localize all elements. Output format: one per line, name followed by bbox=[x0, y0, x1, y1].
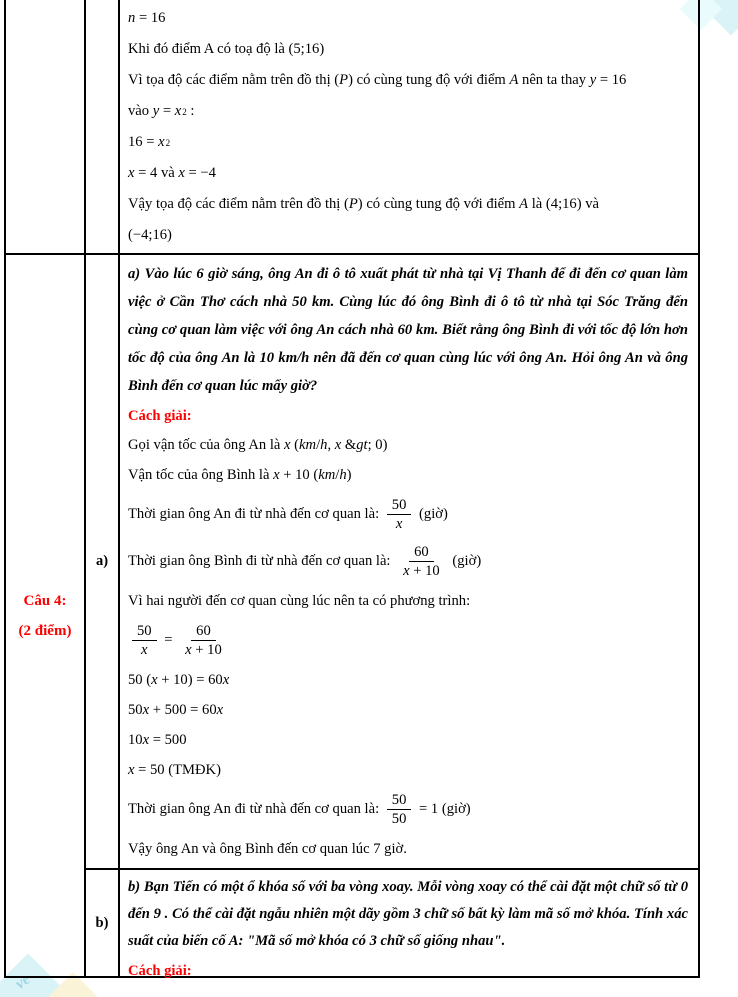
text-segment: có cùng tung độ với điểm bbox=[352, 72, 510, 88]
math-segment: 10x = 500 bbox=[128, 731, 187, 748]
solution-line bbox=[128, 695, 688, 725]
solution-line bbox=[128, 492, 688, 537]
math-segment: (P) bbox=[334, 72, 353, 88]
solution-line bbox=[128, 834, 688, 864]
math-segment: x = −4 bbox=[178, 165, 216, 181]
math-segment: x = 50 bbox=[128, 761, 165, 778]
question-points: (2 điểm) bbox=[18, 622, 72, 639]
fraction-denominator: x + 10 bbox=[403, 563, 440, 579]
text-segment: Vì tọa độ các điểm nằm trên đồ thị bbox=[128, 72, 335, 88]
solution-line bbox=[128, 618, 688, 663]
text-segment: (TMĐK) bbox=[164, 761, 221, 778]
solution-line bbox=[128, 586, 688, 616]
previous-answer-row bbox=[6, 0, 698, 253]
part-b-label-cell bbox=[86, 870, 120, 976]
part-a-method-heading: Cách giải: bbox=[128, 407, 192, 424]
fraction-denominator: x bbox=[141, 642, 148, 658]
text-segment: = 1 (giờ) bbox=[415, 801, 471, 817]
part-b-method-heading: Cách giải: bbox=[128, 962, 192, 979]
solution-line bbox=[128, 787, 688, 832]
part-b-label: b) bbox=[95, 914, 109, 931]
math-segment: n = 16 bbox=[128, 10, 166, 26]
part-a-label: a) bbox=[95, 553, 109, 569]
solution-line bbox=[128, 460, 688, 490]
watermark-text: ve bbox=[12, 970, 34, 993]
fraction-numerator: 60 bbox=[191, 622, 216, 641]
part-a-label-cell bbox=[86, 255, 120, 868]
text-segment: (giờ) bbox=[448, 553, 482, 569]
text-segment: Thời gian ông Bình đi từ nhà đến cơ quan là: bbox=[128, 553, 395, 569]
math-segment: (P) bbox=[344, 196, 363, 212]
math-segment: x (km/h, x &gt; 0) bbox=[284, 436, 388, 453]
solution-line bbox=[128, 725, 688, 755]
fraction-denominator: x bbox=[395, 516, 403, 532]
text-segment: vào bbox=[128, 103, 153, 119]
question-4-parts bbox=[86, 255, 698, 979]
fraction-numerator: 60 bbox=[409, 543, 434, 562]
text-segment: Khi đó điểm A có toạ độ là (5;16) bbox=[128, 41, 325, 57]
text-segment: = bbox=[160, 632, 177, 648]
math-segment: 50 (x + 10) = 60x bbox=[128, 671, 230, 688]
fraction bbox=[180, 622, 227, 659]
previous-row-part-cell bbox=[86, 0, 120, 253]
question-label-cell bbox=[6, 255, 86, 976]
math-segment: x + 10 (km/h) bbox=[273, 466, 352, 483]
solution-line bbox=[128, 220, 688, 251]
solution-line: vào y = x 2 : bbox=[128, 103, 195, 119]
fraction-numerator: 50 bbox=[387, 496, 412, 515]
math-segment: 50x + 500 = 60x bbox=[128, 701, 224, 718]
text-segment: Gọi vận tốc của ông An là bbox=[128, 436, 285, 453]
text-segment: là (4;16) và bbox=[528, 196, 600, 212]
text-segment: Vậy ông An và ông Bình đến cơ quan lúc 7 giờ. bbox=[128, 840, 407, 857]
text-segment: và bbox=[157, 165, 179, 181]
solution-line bbox=[128, 189, 688, 220]
fraction bbox=[387, 791, 412, 828]
solution-line bbox=[128, 665, 688, 695]
math-segment: A bbox=[509, 72, 519, 88]
solution-line bbox=[128, 755, 688, 785]
text-segment: (−4;16) bbox=[128, 227, 172, 243]
solution-line: 16 = x 2 bbox=[128, 134, 171, 150]
solution-line bbox=[128, 430, 688, 460]
solution-table bbox=[4, 0, 700, 978]
previous-row-question-cell bbox=[6, 0, 86, 253]
math-segment: y = 16 bbox=[589, 72, 627, 88]
text-segment: Vận tốc của ông Bình là bbox=[128, 466, 274, 483]
part-a-row bbox=[86, 255, 698, 868]
text-segment: Vậy tọa độ các điểm nằm trên đồ thị bbox=[128, 196, 344, 212]
fraction bbox=[398, 543, 445, 580]
part-b-row bbox=[86, 868, 698, 979]
previous-row-content-cell bbox=[120, 0, 698, 253]
text-segment: Thời gian ông An đi từ nhà đến cơ quan là: bbox=[128, 506, 383, 522]
text-segment: Thời gian ông An đi từ nhà đến cơ quan là: bbox=[128, 801, 383, 817]
part-a-solution-lines bbox=[128, 430, 688, 864]
previous-solution-lines bbox=[128, 3, 688, 251]
text-segment: có cùng tung độ với điểm bbox=[362, 196, 520, 212]
text-segment: (giờ) bbox=[415, 506, 448, 522]
fraction-numerator: 50 bbox=[387, 791, 412, 810]
math-segment: x = 4 bbox=[128, 165, 158, 181]
part-a-content-cell bbox=[120, 255, 698, 868]
fraction-numerator: 50 bbox=[132, 622, 157, 641]
part-a-problem-statement: a) Vào lúc 6 giờ sáng, ông An đi ô tô xuất phát từ nhà tại Vị Thanh để đi đến cơ quan làm việc ở Cần Thơ cách nhà 50 km. Cùng lúc đó ông Bình đi ô tô từ nhà tại Sóc Trăng đến cùng cơ quan làm việc với ông An cách nhà 60 km. Biết rằng ông Bình đi với tốc độ lớn hơn tốc độ của ông An là 10 km/h nên đã đến cơ quan cùng lúc với ông An. Hỏi ông An và ông Bình đến cơ quan lúc mấy giờ? bbox=[128, 266, 688, 394]
fraction bbox=[387, 496, 412, 533]
fraction bbox=[132, 622, 157, 659]
text-segment: nên ta thay bbox=[518, 72, 590, 88]
solution-line bbox=[128, 539, 688, 584]
math-segment: y = x bbox=[152, 103, 182, 119]
solution-line bbox=[128, 65, 688, 96]
part-b-problem-statement: b) Bạn Tiến có một ổ khóa số với ba vòng xoay. Mỗi vòng xoay có thể cài đặt một chữ số từ 0 đến 9 . Có thể cài đặt ngẫu nhiên một dãy gồm 3 chữ số bất kỳ làm mã số mở khóa. Tính xác suất của biến cố A: "Mã số mở khóa có 3 chữ số giống nhau". bbox=[128, 879, 688, 949]
text-segment: Vì hai người đến cơ quan cùng lúc nên ta có phương trình: bbox=[128, 592, 471, 609]
part-b-content-cell bbox=[120, 870, 698, 979]
question-4-row bbox=[6, 253, 698, 979]
math-segment: A bbox=[519, 196, 529, 212]
math-segment: 16 = x bbox=[128, 134, 165, 150]
solution-line bbox=[128, 158, 688, 189]
question-number: Câu 4: bbox=[23, 592, 67, 609]
text-segment: : bbox=[186, 103, 195, 119]
solution-line bbox=[128, 3, 688, 34]
fraction-denominator: 50 bbox=[391, 811, 407, 827]
solution-line bbox=[128, 34, 688, 65]
fraction-denominator: x + 10 bbox=[185, 642, 222, 658]
